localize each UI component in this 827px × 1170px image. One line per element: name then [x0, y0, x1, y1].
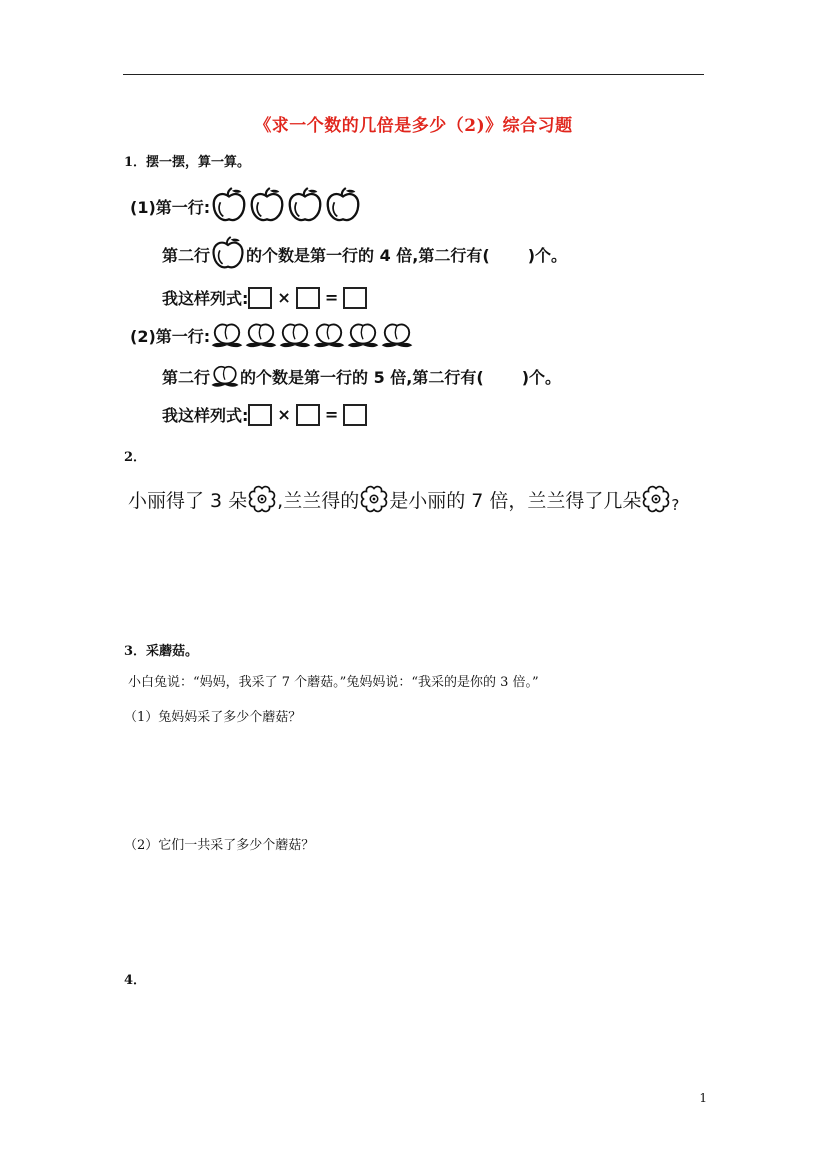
answer-box[interactable] [343, 404, 367, 426]
page-number: 1 [699, 1091, 707, 1105]
answer-box[interactable] [248, 404, 272, 426]
answer-box[interactable] [248, 287, 272, 309]
q1-p2-row1 [130, 320, 414, 350]
q2-number: 2． [124, 450, 147, 465]
q1-p1-row2-text: 的个数是第一行的 4 倍,第二行有( [246, 245, 490, 265]
peach-icon [210, 320, 244, 350]
apple-icon [210, 236, 246, 272]
q4-number: 4． [124, 973, 147, 988]
equals-sign: = [324, 405, 339, 424]
flower-icon [247, 484, 277, 514]
q1-p1-formula [162, 286, 367, 309]
header-rule [123, 74, 704, 75]
q1-heading: 1．摆一摆，算一算。 [124, 155, 251, 170]
q1-p2-row2-suffix: )个。 [521, 367, 562, 387]
q1-p1-row2-prefix: 第二行 [162, 245, 211, 265]
q2-part4: ? [671, 496, 680, 514]
peach-icon [312, 320, 346, 350]
q1-p2-row1-label: (2)第一行: [130, 326, 211, 346]
page-title: 《求一个数的几倍是多少（2)》综合习题 [254, 116, 573, 136]
q1-p2-formula-label: 我这样列式: [162, 406, 249, 425]
q1-p2-row2 [162, 362, 561, 390]
peach-icon [380, 320, 414, 350]
times-sign: × [277, 405, 291, 424]
apple-icon [210, 187, 248, 225]
peach-icon [278, 320, 312, 350]
q1-p2-row2-text: 的个数是第一行的 5 倍,第二行有( [240, 367, 484, 387]
q2-text [128, 484, 679, 514]
peach-icon [346, 320, 380, 350]
answer-box[interactable] [343, 287, 367, 309]
q1-p1-row2 [162, 236, 567, 272]
q3-text: 小白兔说：“妈妈，我采了 7 个蘑菇。”兔妈妈说：“我采的是你的 3 倍。” [128, 675, 539, 690]
apple-icon [248, 187, 286, 225]
answer-box[interactable] [296, 287, 320, 309]
q1-p2-row2-prefix: 第二行 [162, 367, 211, 387]
q2-part2: ,兰兰得的 [277, 489, 360, 512]
times-sign: × [277, 288, 291, 307]
q1-p1-row2-suffix: )个。 [527, 245, 568, 265]
q3-sub2: （2）它们一共采了多少个蘑菇？ [124, 838, 315, 853]
q1-p2-formula [162, 403, 367, 426]
q2-part1: 小丽得了 3 朵 [128, 489, 248, 512]
q2-part3: 是小丽的 7 倍，兰兰得了几朵 [389, 489, 642, 512]
equals-sign: = [324, 288, 339, 307]
flower-icon [359, 484, 389, 514]
flower-icon [641, 484, 671, 514]
q3-sub1: （1）兔妈妈采了多少个蘑菇？ [124, 710, 302, 725]
peach-icon [210, 362, 240, 390]
q1-p1-formula-label: 我这样列式: [162, 289, 249, 308]
q3-heading: 3．采蘑菇。 [124, 644, 199, 659]
answer-box[interactable] [296, 404, 320, 426]
peach-icon [244, 320, 278, 350]
q1-p1-row1 [130, 187, 362, 225]
q1-p1-row1-label: (1)第一行: [130, 197, 211, 217]
apple-icon [324, 187, 362, 225]
apple-icon [286, 187, 324, 225]
